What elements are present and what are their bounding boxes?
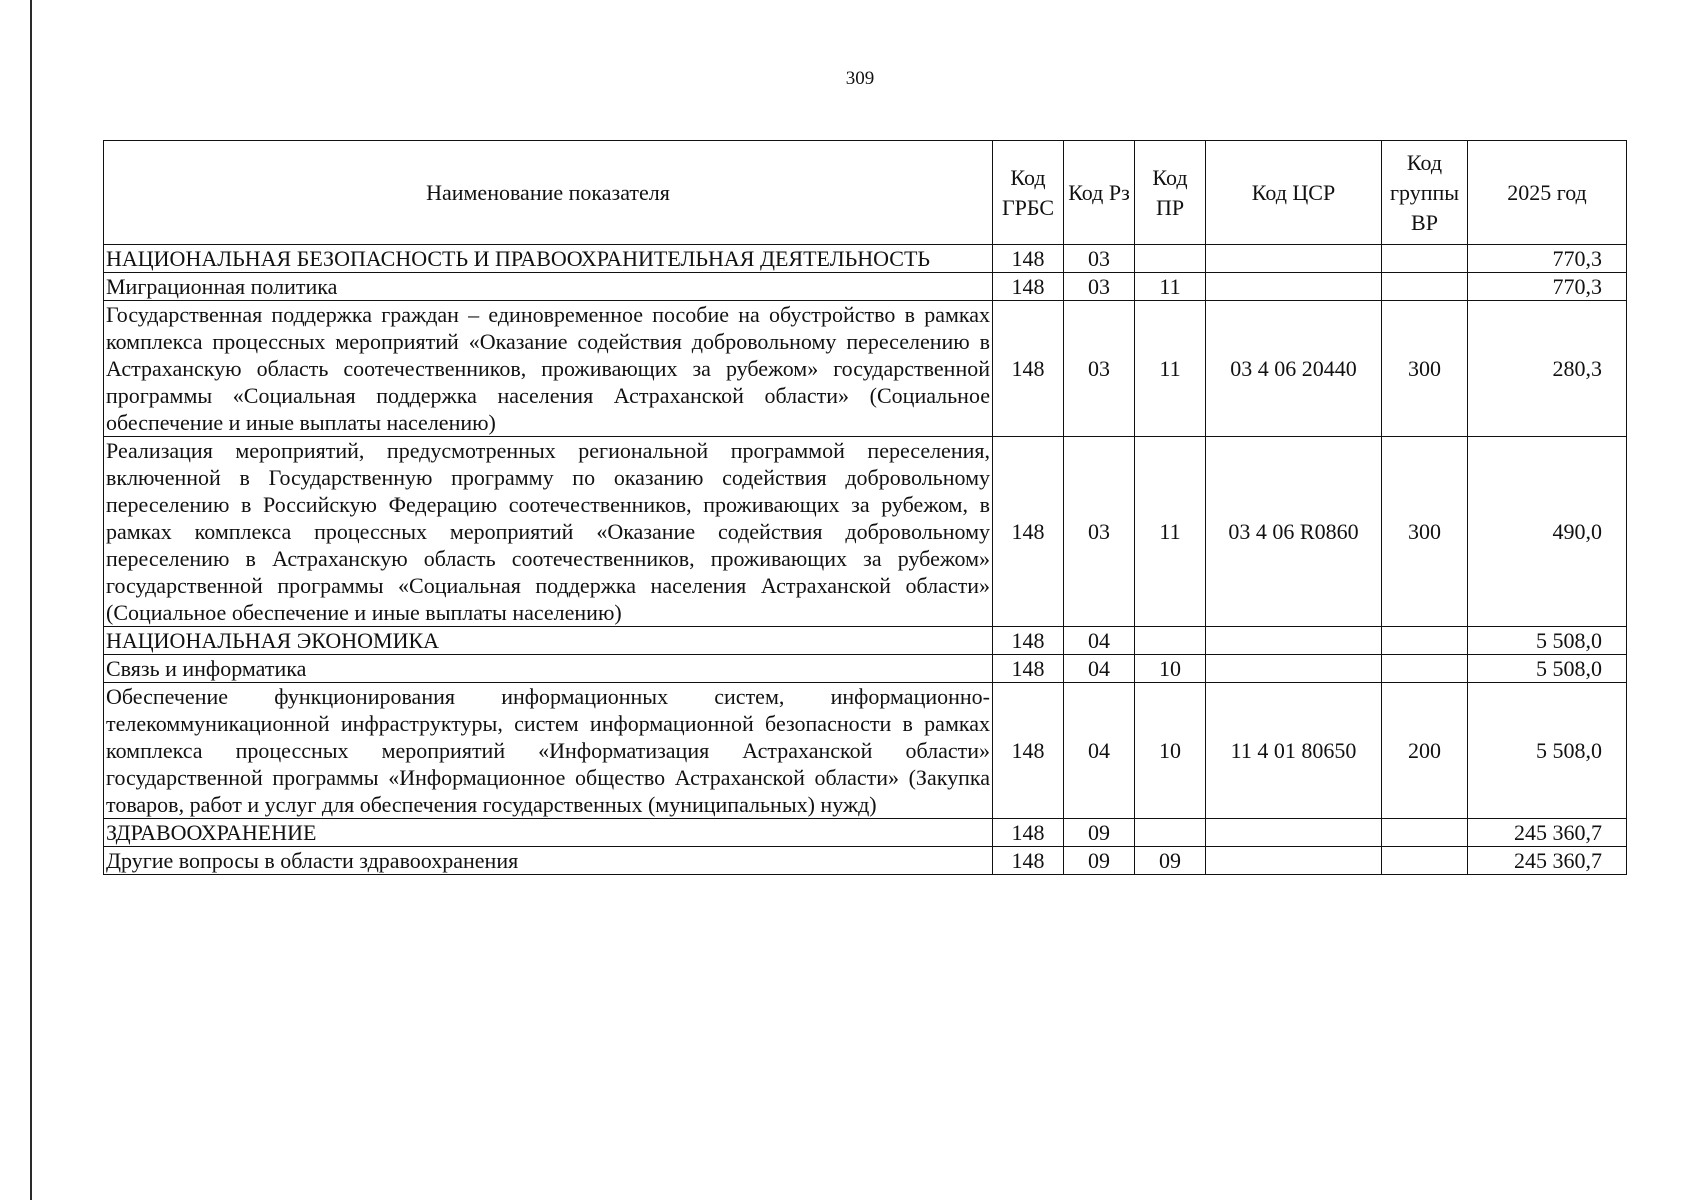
row-amount: 5 508,0 — [1468, 627, 1627, 655]
row-vr — [1382, 819, 1468, 847]
row-vr — [1382, 847, 1468, 875]
table-body — [104, 245, 1627, 875]
row-vr: 200 — [1382, 683, 1468, 819]
budget-table — [103, 140, 1627, 875]
row-grbs: 148 — [993, 301, 1064, 437]
row-amount: 245 360,7 — [1468, 847, 1627, 875]
row-rz: 03 — [1064, 273, 1135, 301]
row-name: НАЦИОНАЛЬНАЯ ЭКОНОМИКА — [104, 627, 993, 655]
row-grbs: 148 — [993, 847, 1064, 875]
row-name: Миграционная политика — [104, 273, 993, 301]
row-grbs: 148 — [993, 819, 1064, 847]
table-row — [104, 683, 1627, 819]
row-pr: 10 — [1135, 655, 1206, 683]
header-row — [104, 141, 1627, 245]
row-vr — [1382, 627, 1468, 655]
row-csr — [1206, 273, 1382, 301]
row-grbs: 148 — [993, 437, 1064, 627]
row-amount: 490,0 — [1468, 437, 1627, 627]
table-row — [104, 655, 1627, 683]
header-name: Наименование показателя — [104, 141, 993, 245]
row-rz: 03 — [1064, 301, 1135, 437]
row-rz: 09 — [1064, 819, 1135, 847]
row-amount: 5 508,0 — [1468, 655, 1627, 683]
scan-edge-line — [30, 0, 32, 1200]
row-amount: 280,3 — [1468, 301, 1627, 437]
table-row — [104, 301, 1627, 437]
row-grbs: 148 — [993, 245, 1064, 273]
row-vr: 300 — [1382, 301, 1468, 437]
row-pr: 11 — [1135, 437, 1206, 627]
row-vr: 300 — [1382, 437, 1468, 627]
row-rz: 09 — [1064, 847, 1135, 875]
row-amount: 770,3 — [1468, 245, 1627, 273]
table-header — [104, 141, 1627, 245]
row-name: Обеспечение функционирования информационных систем, информационно-телекоммуникационной инфраструктуры, систем информационной безопасности в рамках комплекса процессных мероприятий «Информатизация Астраханской области» государственной программы «Информационное общество Астраханской области» (Закупка товаров, работ и услуг для обеспечения государственных (муниципальных) нужд) — [104, 683, 993, 819]
header-grbs: Код ГРБС — [993, 141, 1064, 245]
row-amount: 5 508,0 — [1468, 683, 1627, 819]
table-row — [104, 245, 1627, 273]
table-row — [104, 273, 1627, 301]
row-rz: 03 — [1064, 437, 1135, 627]
row-pr: 11 — [1135, 273, 1206, 301]
row-vr — [1382, 655, 1468, 683]
row-name: Государственная поддержка граждан – единовременное пособие на обустройство в рамках комплекса процессных мероприятий «Оказание содействия добровольному переселению в Астраханскую область соотечественников, проживающих за рубежом» государственной программы «Социальная поддержка населения Астраханской области» (Социальное обеспечение и иные выплаты населению) — [104, 301, 993, 437]
row-csr: 03 4 06 R0860 — [1206, 437, 1382, 627]
row-csr — [1206, 627, 1382, 655]
row-csr — [1206, 245, 1382, 273]
table-row — [104, 819, 1627, 847]
row-rz: 03 — [1064, 245, 1135, 273]
table-row — [104, 847, 1627, 875]
row-grbs: 148 — [993, 655, 1064, 683]
row-grbs: 148 — [993, 627, 1064, 655]
row-vr — [1382, 245, 1468, 273]
row-csr: 11 4 01 80650 — [1206, 683, 1382, 819]
row-csr — [1206, 847, 1382, 875]
row-pr — [1135, 819, 1206, 847]
row-pr — [1135, 627, 1206, 655]
row-pr: 11 — [1135, 301, 1206, 437]
row-amount: 770,3 — [1468, 273, 1627, 301]
row-name: НАЦИОНАЛЬНАЯ БЕЗОПАСНОСТЬ И ПРАВООХРАНИТЕЛЬНАЯ ДЕЯТЕЛЬНОСТЬ — [104, 245, 993, 273]
row-name: ЗДРАВООХРАНЕНИЕ — [104, 819, 993, 847]
row-csr — [1206, 819, 1382, 847]
row-grbs: 148 — [993, 273, 1064, 301]
row-amount: 245 360,7 — [1468, 819, 1627, 847]
row-csr — [1206, 655, 1382, 683]
row-csr: 03 4 06 20440 — [1206, 301, 1382, 437]
row-rz: 04 — [1064, 683, 1135, 819]
row-pr: 10 — [1135, 683, 1206, 819]
table-row — [104, 627, 1627, 655]
header-csr: Код ЦСР — [1206, 141, 1382, 245]
row-rz: 04 — [1064, 655, 1135, 683]
row-name: Реализация мероприятий, предусмотренных региональной программой переселения, включенной в Государственную программу по оказанию содействия добровольному переселению в Российскую Федерацию соотечественников, проживающих за рубежом, в рамках комплекса процессных мероприятий «Оказание содействия добровольному переселению в Астраханскую область соотечественников, проживающих за рубежом» государственной программы «Социальная поддержка населения Астраханской области» (Социальное обеспечение и иные выплаты населению) — [104, 437, 993, 627]
row-pr: 09 — [1135, 847, 1206, 875]
row-name: Связь и информатика — [104, 655, 993, 683]
row-rz: 04 — [1064, 627, 1135, 655]
row-grbs: 148 — [993, 683, 1064, 819]
page-number: 309 — [845, 68, 875, 89]
header-vr: Код группы ВР — [1382, 141, 1468, 245]
row-name: Другие вопросы в области здравоохранения — [104, 847, 993, 875]
row-pr — [1135, 245, 1206, 273]
header-rz: Код Рз — [1064, 141, 1135, 245]
header-pr: Код ПР — [1135, 141, 1206, 245]
row-vr — [1382, 273, 1468, 301]
header-year: 2025 год — [1468, 141, 1627, 245]
table-row — [104, 437, 1627, 627]
